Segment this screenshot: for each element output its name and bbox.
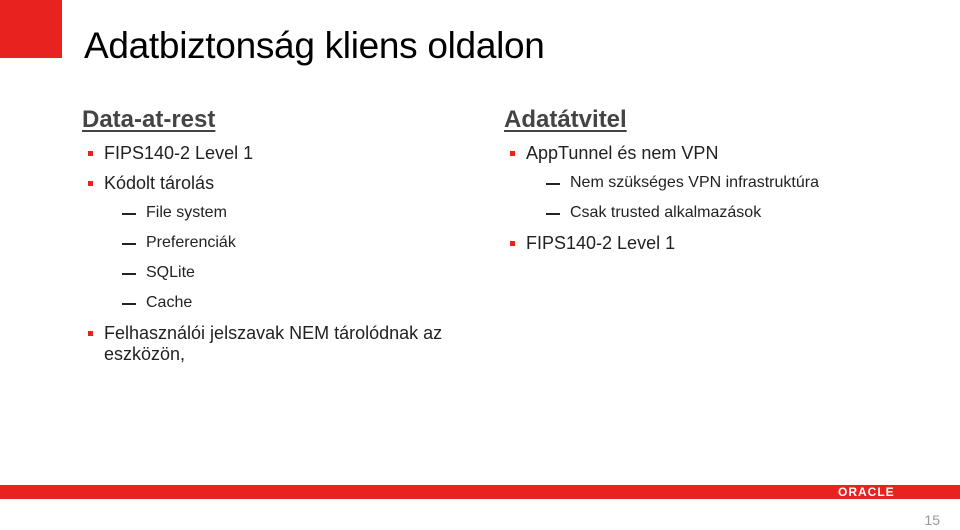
bullet-item: Felhasználói jelszavak NEM tárolódnak az eszközön,	[82, 323, 502, 365]
sub-bullet-item: Csak trusted alkalmazások	[504, 203, 944, 223]
left-column	[82, 106, 502, 374]
bullet-item: FIPS140-2 Level 1	[82, 143, 502, 164]
right-heading: Adatátvitel	[504, 106, 627, 133]
bullet-item: FIPS140-2 Level 1	[504, 233, 944, 254]
slide-title: Adatbiztonság kliens oldalon	[84, 25, 545, 66]
footer-bar	[0, 485, 960, 499]
bullet-item: AppTunnel és nem VPN	[504, 143, 944, 164]
page-number: 15	[924, 512, 940, 528]
sub-bullet-item: Cache	[82, 293, 502, 313]
right-column	[504, 106, 944, 263]
sub-bullet-item: File system	[82, 203, 502, 223]
right-bullet-list	[504, 143, 944, 254]
sub-bullet-item: Nem szükséges VPN infrastruktúra	[504, 173, 944, 193]
sub-bullet-item: Preferenciák	[82, 233, 502, 253]
left-heading: Data-at-rest	[82, 106, 216, 133]
sub-bullet-item: SQLite	[82, 263, 502, 283]
bullet-item: Kódolt tárolás	[82, 173, 502, 194]
corner-accent	[0, 0, 62, 58]
left-bullet-list	[82, 143, 502, 365]
oracle-logo: ORACLE	[838, 485, 895, 499]
